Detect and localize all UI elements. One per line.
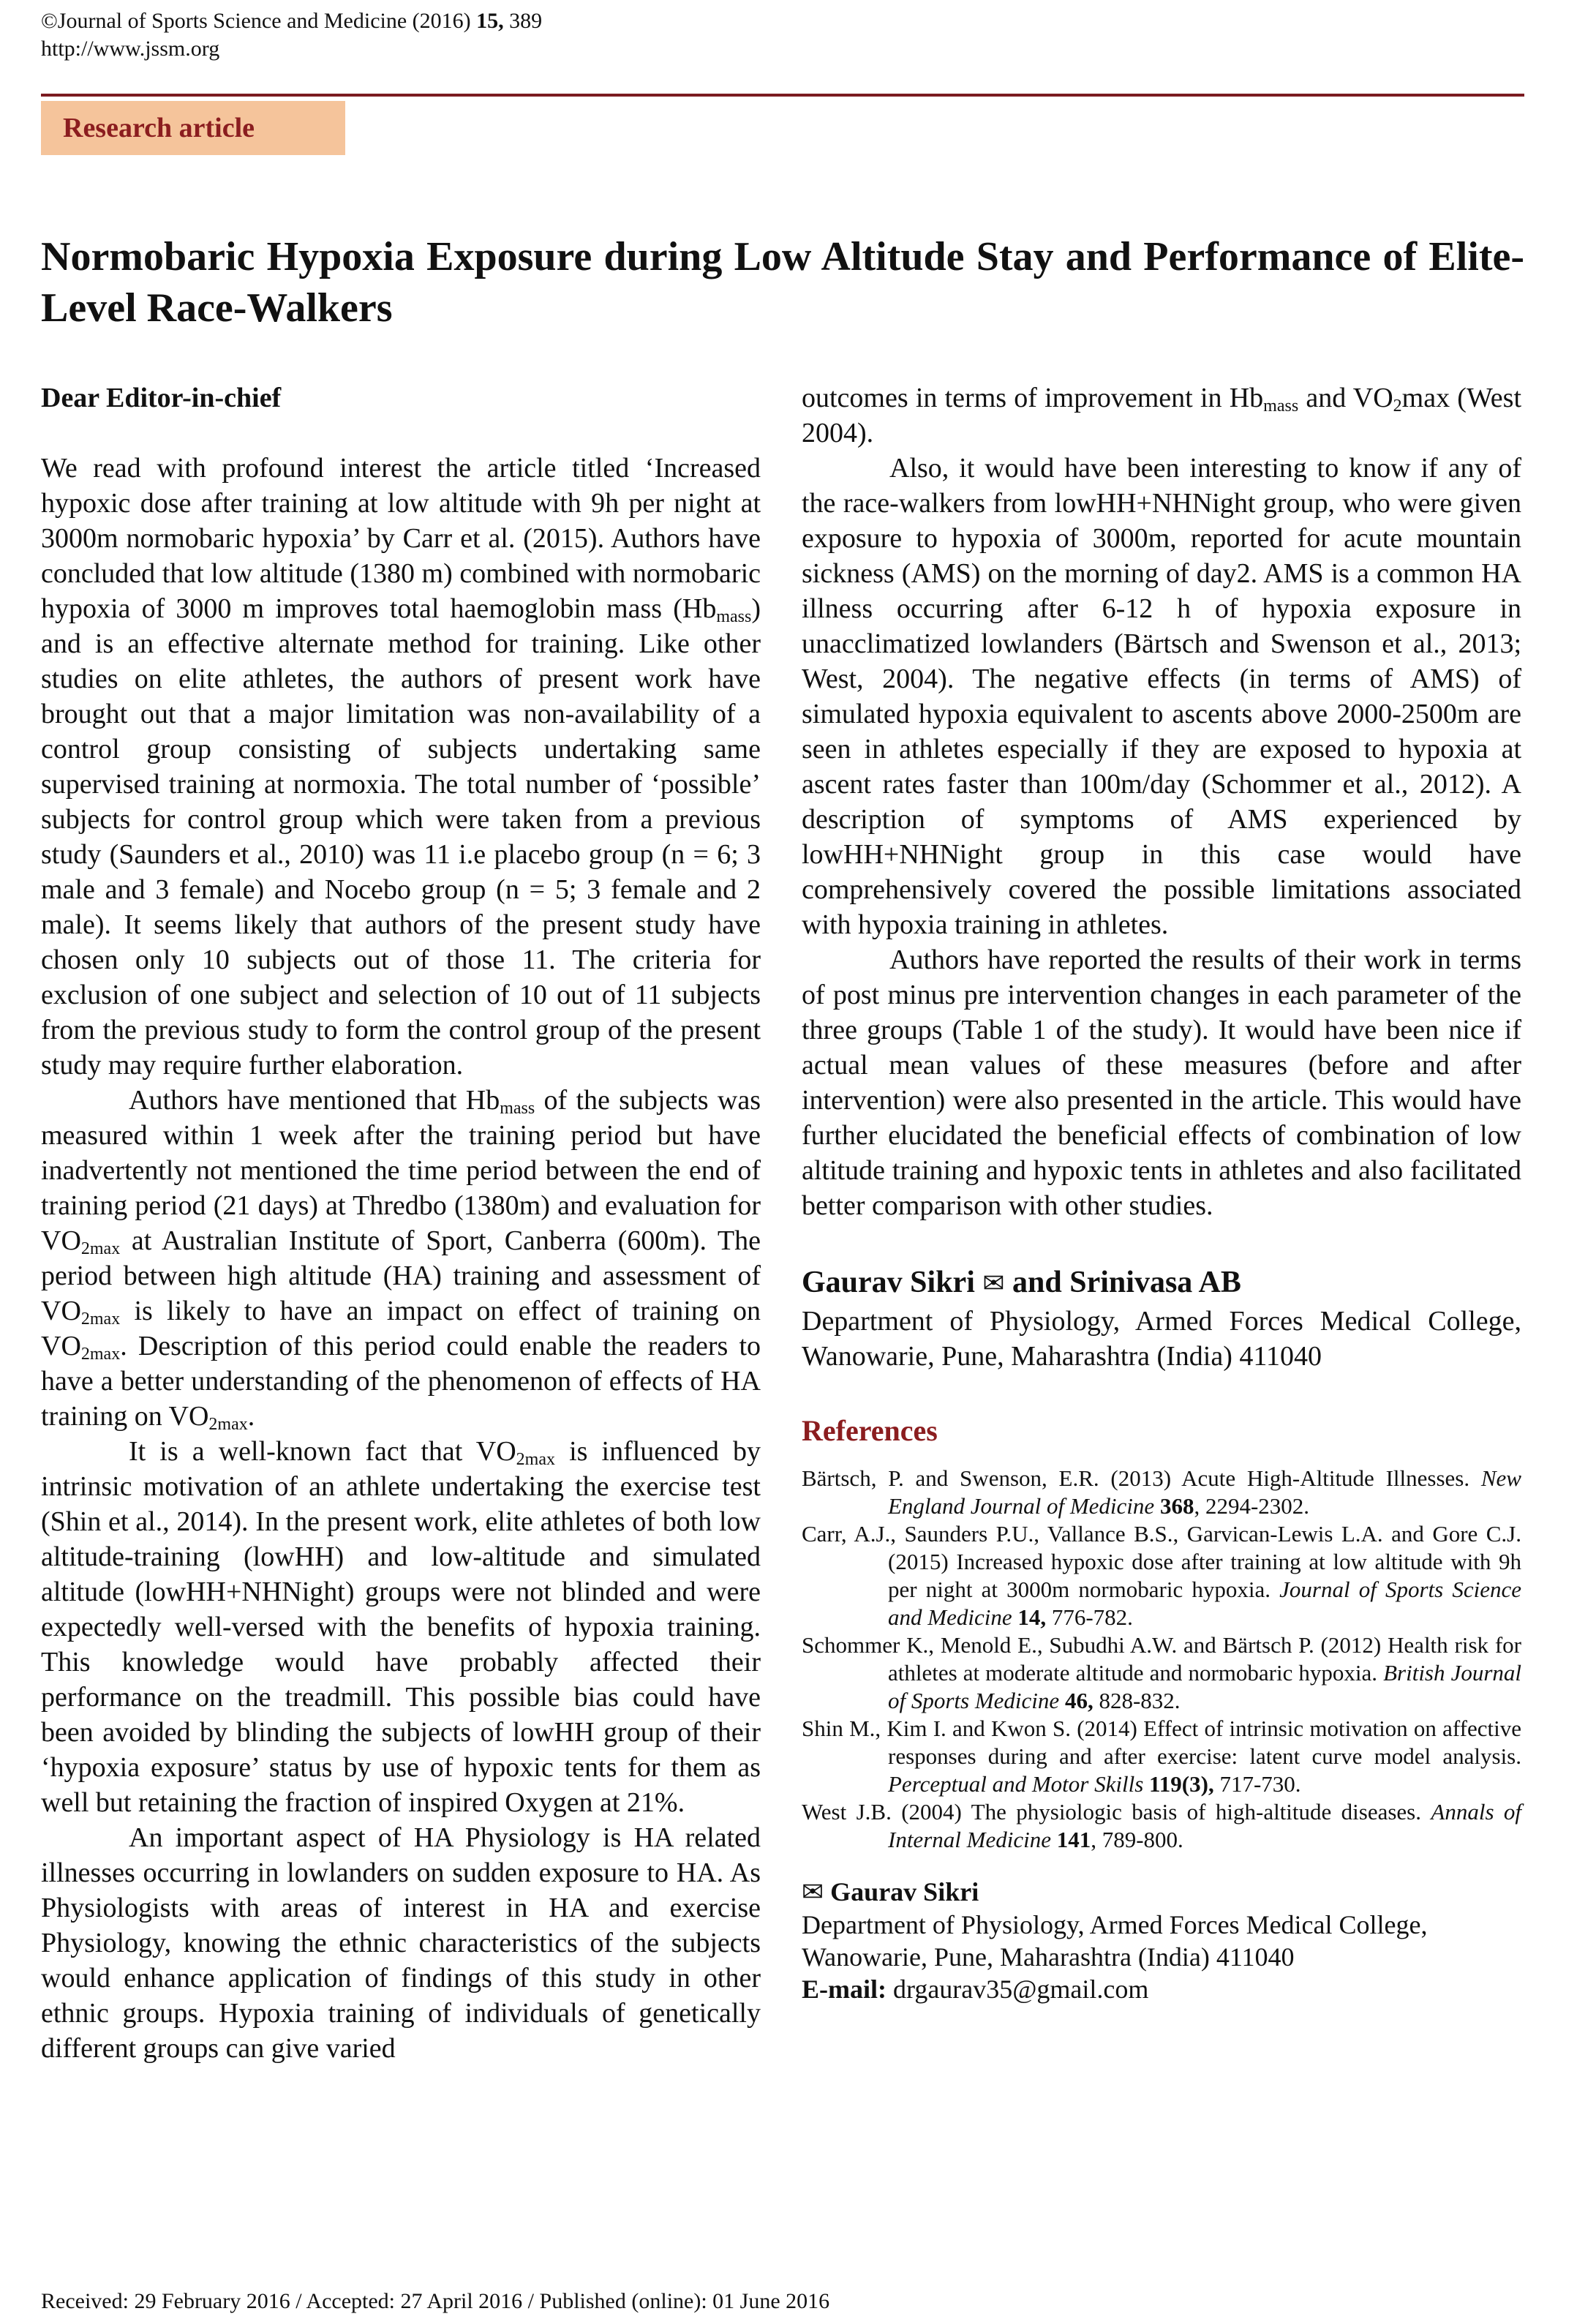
paragraph-4: An important aspect of HA Physiology is HA related illnesses occurring in lowlanders on sudden exposure to HA. As Physiologists with areas of interest in HA and exercise Physiology, knowing the ethnic characteristics of the subjects would enhance application of findings of this study in other ethnic groups. Hypoxia training of individuals of genetically different groups can give varied [41, 1822, 761, 2064]
reference-2: Carr, A.J., Saunders P.U., Vallance B.S., Garvican-Lewis L.A. and Gore C.J. (2015) Increased hypoxic dose after training at low altitude with 9h per night at 3000m normobaric hypoxia. Journal of Sports Science and Medicine 14, 776-782. [802, 1521, 1521, 1630]
email-label: E-mail: [802, 1975, 887, 2004]
reference-3: Schommer K., Menold E., Subudhi A.W. and Bärtsch P. (2012) Health risk for athletes at moderate altitude and normobaric hypoxia. British Journal of Sports Medicine 46, 828-832. [802, 1632, 1521, 1713]
author-2: and Srinivasa AB [1004, 1266, 1241, 1299]
contact-address: Wanowarie, Pune, Maharashtra (India) 411040 [802, 1942, 1295, 1972]
journal-url[interactable]: http://www.jssm.org [41, 37, 220, 61]
journal-volume: 15, [476, 9, 504, 33]
reference-5: West J.B. (2004) The physiologic basis of high-altitude diseases. Annals of Internal Medicine 141, 789-800. [802, 1799, 1521, 1852]
paragraph-5: Also, it would have been interesting to know if any of the race-walkers from lowHH+NHNight group, who were given exposure to hypoxia of 3000m, reported for acute mountain sickness (AMS) on the morning of day2. AMS is a common HA illness occurring after 6-12 h of hypoxia exposure in unacclimatized lowlanders (Bärtsch and Swenson et al., 2013; West, 2004). The negative effects (in terms of AMS) of simulated hypoxia equivalent to ascents above 2000-2500m are seen in athletes especially if they are exposed to hypoxia at ascent rates faster than 100m/day (Schommer et al., 2012). A description of symptoms of AMS experienced by lowHH+NHNight group in this case would have comprehensively covered the possible limitations associated with hypoxia training in athletes. [802, 453, 1521, 940]
author-affiliation: Department of Physiology, Armed Forces Medical College, Wanowarie, Pune, Maharashtra (India) 411040 [802, 1306, 1521, 1372]
contact-email [802, 1973, 1521, 2005]
paragraph-6: Authors have reported the results of their work in terms of post minus pre intervention changes in each parameter of the three groups (Table 1 of the study). It would have been nice if actual mean values of these measures (before and after intervention) were also presented in the article. This would have further elucidated the beneficial effects of combination of low altitude training and hypoxic tents in athletes and also facilitated better comparison with other studies. [802, 944, 1521, 1221]
mail-icon[interactable]: ✉ [802, 1877, 824, 1907]
left-column [41, 380, 761, 2066]
paragraph-4-continued: outcomes in terms of improvement in $Hb_{mass}$ and $VO_2\max$ (West 2004). [802, 383, 1521, 448]
article-type-badge: Research article [41, 101, 345, 155]
paragraph-2: Authors have mentioned that $Hb_{mass}$ of the subjects was measured within 1 week after the training period but have inadvertently not mentioned the time period between the end of training period (21 days) at Thredbo (1380m) and evaluation for $VO_{2max}$ at Australian Institute of Sport, Canberra (600m). The period between high altitude (HA) training and assessment of $VO_{2max}$ is likely to have an impact on effect of training on $VO_{2max}$. Description of this period could enable the readers to have a better understanding of the phenomenon of effects of HA training on $VO_{2max}$. [41, 1085, 761, 1434]
article-title: Normobaric Hypoxia Exposure during Low Altitude Stay and Performance of Elite-Level Race-Walkers [41, 234, 1524, 331]
contact-department: Department of Physiology, Armed Forces Medical College, [802, 1910, 1428, 1939]
mail-icon[interactable]: ✉ [982, 1269, 1005, 1299]
right-column [802, 380, 1521, 2005]
paragraph-1: We read with profound interest the article titled ‘Increased hypoxic dose after training at low altitude with 9h per night at 3000m normobaric hypoxia’ by Carr et al. (2015). Authors have concluded that low altitude (1380 m) combined with normobaric hypoxia of 3000 m improves total haemoglobin mass $(Hb_{mass})$ and is an effective alternate method for training. Like other studies on elite athletes, the authors of present work have brought out that a major limitation was non-availability of a control group consisting of subjects undertaking same supervised training at normoxia. The total number of ‘possible’ subjects for control group which were taken from a previous study (Saunders et al., 2010) was 11 i.e placebo group (n = 6; 3 male and 3 female) and Nocebo group (n = 5; 3 female and 2 male). It seems likely that authors of the present study have chosen only 10 subjects out of those 11. The criteria for exclusion of one subject and selection of 10 out of 11 subjects from the previous study to form the control group of the present study may require further elaboration. [41, 453, 761, 1081]
author-1: Gaurav Sikri [802, 1266, 983, 1299]
header-rule [41, 94, 1524, 97]
corresponding-author: ✉ Gaurav Sikri [802, 1877, 979, 1907]
author-line [802, 1263, 1521, 1304]
reference-4: Shin M., Kim I. and Kwon S. (2014) Effect of intrinsic motivation on affective responses during and after exercise: latent curve model analysis. Perceptual and Motor Skills 119(3), 717-730. [802, 1716, 1521, 1797]
email-address[interactable]: drgaurav35@gmail.com [886, 1975, 1149, 2004]
references-heading: References [802, 1414, 938, 1447]
journal-citation [41, 7, 542, 35]
publication-dates: Received: 29 February 2016 / Accepted: 27 April 2016 / Published (online): 01 June 2016 [41, 2289, 830, 2313]
reference-1: Bärtsch, P. and Swenson, E.R. (2013) Acute High-Altitude Illnesses. New England Journal of Medicine 368, 2294-2302. [802, 1465, 1521, 1519]
journal-page: 389 [503, 9, 543, 33]
journal-name: ©Journal of Sports Science and Medicine (2016) [41, 9, 477, 33]
salutation: Dear Editor-in-chief [41, 383, 282, 413]
paragraph-3: It is a well-known fact that $VO_{2max}$ is influenced by intrinsic motivation of an athlete undertaking the exercise test (Shin et al., 2014). In the present work, elite athletes of both low altitude-training (lowHH) and low-altitude and simulated altitude (lowHH+NHNight) groups were not blinded and were expectedly well-versed with the benefits of hypoxia training. This knowledge would have probably affected their performance on the treadmill. This possible bias could have been avoided by blinding the subjects of lowHH group of their ‘hypoxia exposure’ status by use of hypoxic tents for them as well but retaining the fraction of inspired Oxygen at 21%. [41, 1436, 761, 1818]
